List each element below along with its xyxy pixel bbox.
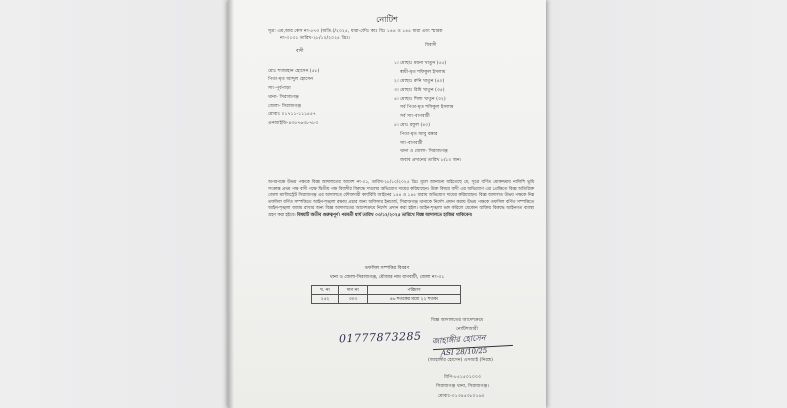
table-cell: ২৫২ [312,295,339,304]
defendant-line: স্বামী-মৃত শফিকুল ইসলাম [400,70,446,75]
table-header-cell: পরিমাণ [368,286,461,295]
defendant-line: জবাব প্রদানের তারিখ ৮/১০ জন। [400,158,462,163]
subject-line: সূত্র: এম,আর কেস নং-৫৭৩ (অতি.)/২০২৫, ধারা-ফৌঃ কাঃ বিঃ ১৪৪ ও ১৪৫ ধারা এবং স্মারক [268,29,443,34]
footer-line: বিপি-৮৫১৫০১০০৩ [444,375,481,380]
notice-title: নোটিশ [376,15,398,24]
notice-body [268,180,534,220]
schedule-table [311,285,461,304]
defendant-line: সাং-বাগবাটী [400,141,423,146]
table-cell: ৪৬ শতকের মধ্যে ২২ শতক। [368,295,461,304]
plaintiff-line: পিতা-মৃত আব্দুল হোসেন [268,77,314,82]
schedule-title: তফসিল সম্পত্তির বিবরণ [364,266,410,271]
schedule-subtitle: থানা ও জেলা-সিরাজগঞ্জ, মৌজার নাম বাগবাটী, জেলা নং-৩১ [329,275,445,280]
handwritten-signature: জাহাঙ্গীর হোসেন [431,333,486,346]
defendant-heading: বিবাদী [425,43,437,48]
table-cell: ৩০৩ [339,295,368,304]
defendant-line: ৩। মোছাঃ রিমি খাতুন (৩৫) [394,88,445,93]
plaintiff-line: এনআইডি-৪৩৫৭৬৩৮৭৮৩ [268,121,319,126]
plaintiff-line: মোবাঃ ০১৭১১-১১১৫৫৭ [268,112,317,117]
subject-line-2: নং-৩১৩১ তারিখ-২৮/১০/২০২৫ খ্রিঃ। [280,36,351,41]
defendant-line: ১। মোছাঃ ময়না খাতুন (৫৫) [394,61,447,66]
defendant-line: পিতা-মৃত আবু বক্কার [400,132,438,137]
table-row [312,295,461,304]
body-text: অপরপক্ষে উভয় পক্ষকে বিজ্ঞ আদালতের আদেশ নং-০১, তারিখ-২৮/১০/২০২৫ খ্রিঃ মূলে জানানো যাইতেছে যে, সূত্রে বর্ণিত মোকদ্দমায় নালিশি ভূমি সংক্রান্ত প্রথম পক্ষ বাদী পক্ষে দ্বিতীয় পক্ষ বিবাদীর বিরুদ্ধে দখলের অভিযোগ দায়ের করিয়াছেন। উক্ত বিষয়ে বাদী এর অভিযোগ এর প্রেক্ষিতে বিজ্ঞ অতিরিক্ত জেলা ম্যাজিস্ট্রেট সিরাজগঞ্জ এর আদালতে ফৌজদারী কার্যবিধি আইনের ১৪৪ ও ১৪৫ ধারায় অভিযোগ দায়ের করিয়াছেন। বিজ্ঞ আদালত উভয় পক্ষকে নিম্ন তফসিল বর্ণিত সম্পত্তিতে আইন-শৃঙ্খলা রক্ষায় প্রচার জন্য অফিসার ইনচার্জ, সিরাজগঞ্জ থানাকে নির্দেশ প্রদান করায় উভয় পক্ষকে তফসিল বর্ণিত সম্পত্তিতে আইন-শৃঙ্খলা বজায় রাখার জন্য বিজ্ঞ আদালতের আদেশক্রমে নির্দেশ প্রদান করা হইল। আইন-শৃঙ্খলা ভঙ্গ করিলে যেকোন ব্যক্তির বিরুদ্ধে আইনগত ব্যবস্থা গ্রহণ করা হইবে। [268,180,534,218]
plaintiff-line: সাং-পূর্বপাড়া [268,86,291,91]
footer-line: (জাহাঙ্গীর হোসেন) এসআই (নিরস্ত্র) [428,358,493,363]
table-header-cell: খ. নং [312,286,339,295]
defendant-line: ৫। মোঃ রফুল (৪০) [394,123,431,128]
defendant-line: ২। মোছাঃ রুনি খাতুন (৪০) [394,79,445,84]
footer-line: মোবাঃ-০১৩৪৫৩৮০১৬০ [438,394,485,399]
defendant-line: সর্ব সাং-বাগবাটী [400,114,430,119]
footer-line: সিরাজগঞ্জ থানা, সিরাজগঞ্জ। [436,384,489,389]
table-header-cell: দাগ নং [339,286,368,295]
plaintiff-line: জেলা- সিরাজগঞ্জ [268,104,302,109]
plaintiff-heading: বাদী [296,49,304,54]
defendant-line: সর্ব পিতা-মৃত শফিকুল ইসলাম [400,105,454,110]
table-header-row [312,286,461,295]
body-bold-text: বিষয়টি অতীব গুরুত্বপূর্ণ। পরবর্তী ধার্য তারিখ ০৩/১২/২০২৫ তারিখে বিজ্ঞ আদালতে হাজির থাকিবেন। [296,212,473,218]
plaintiff-line: মোঃ শাজাহান হোসেন (৫৮) [268,69,320,74]
notice-label: নোটিশজারী [456,327,478,332]
defendant-line: থানা ও জেলা- সিরাজগঞ্জ [400,149,448,154]
plaintiff-line: থানা- সিরাজগঞ্জ [268,95,299,100]
handwritten-sig-date: ASI 28/10/25 [440,346,488,358]
notice-document [228,0,546,408]
defendant-line: ৪। মোছাঃ শিলা খাতুন (৩২) [394,97,446,102]
order-text: বিজ্ঞ আদালতের আদেশক্রমে [431,318,484,323]
handwritten-phone: 01777873285 [338,329,422,346]
